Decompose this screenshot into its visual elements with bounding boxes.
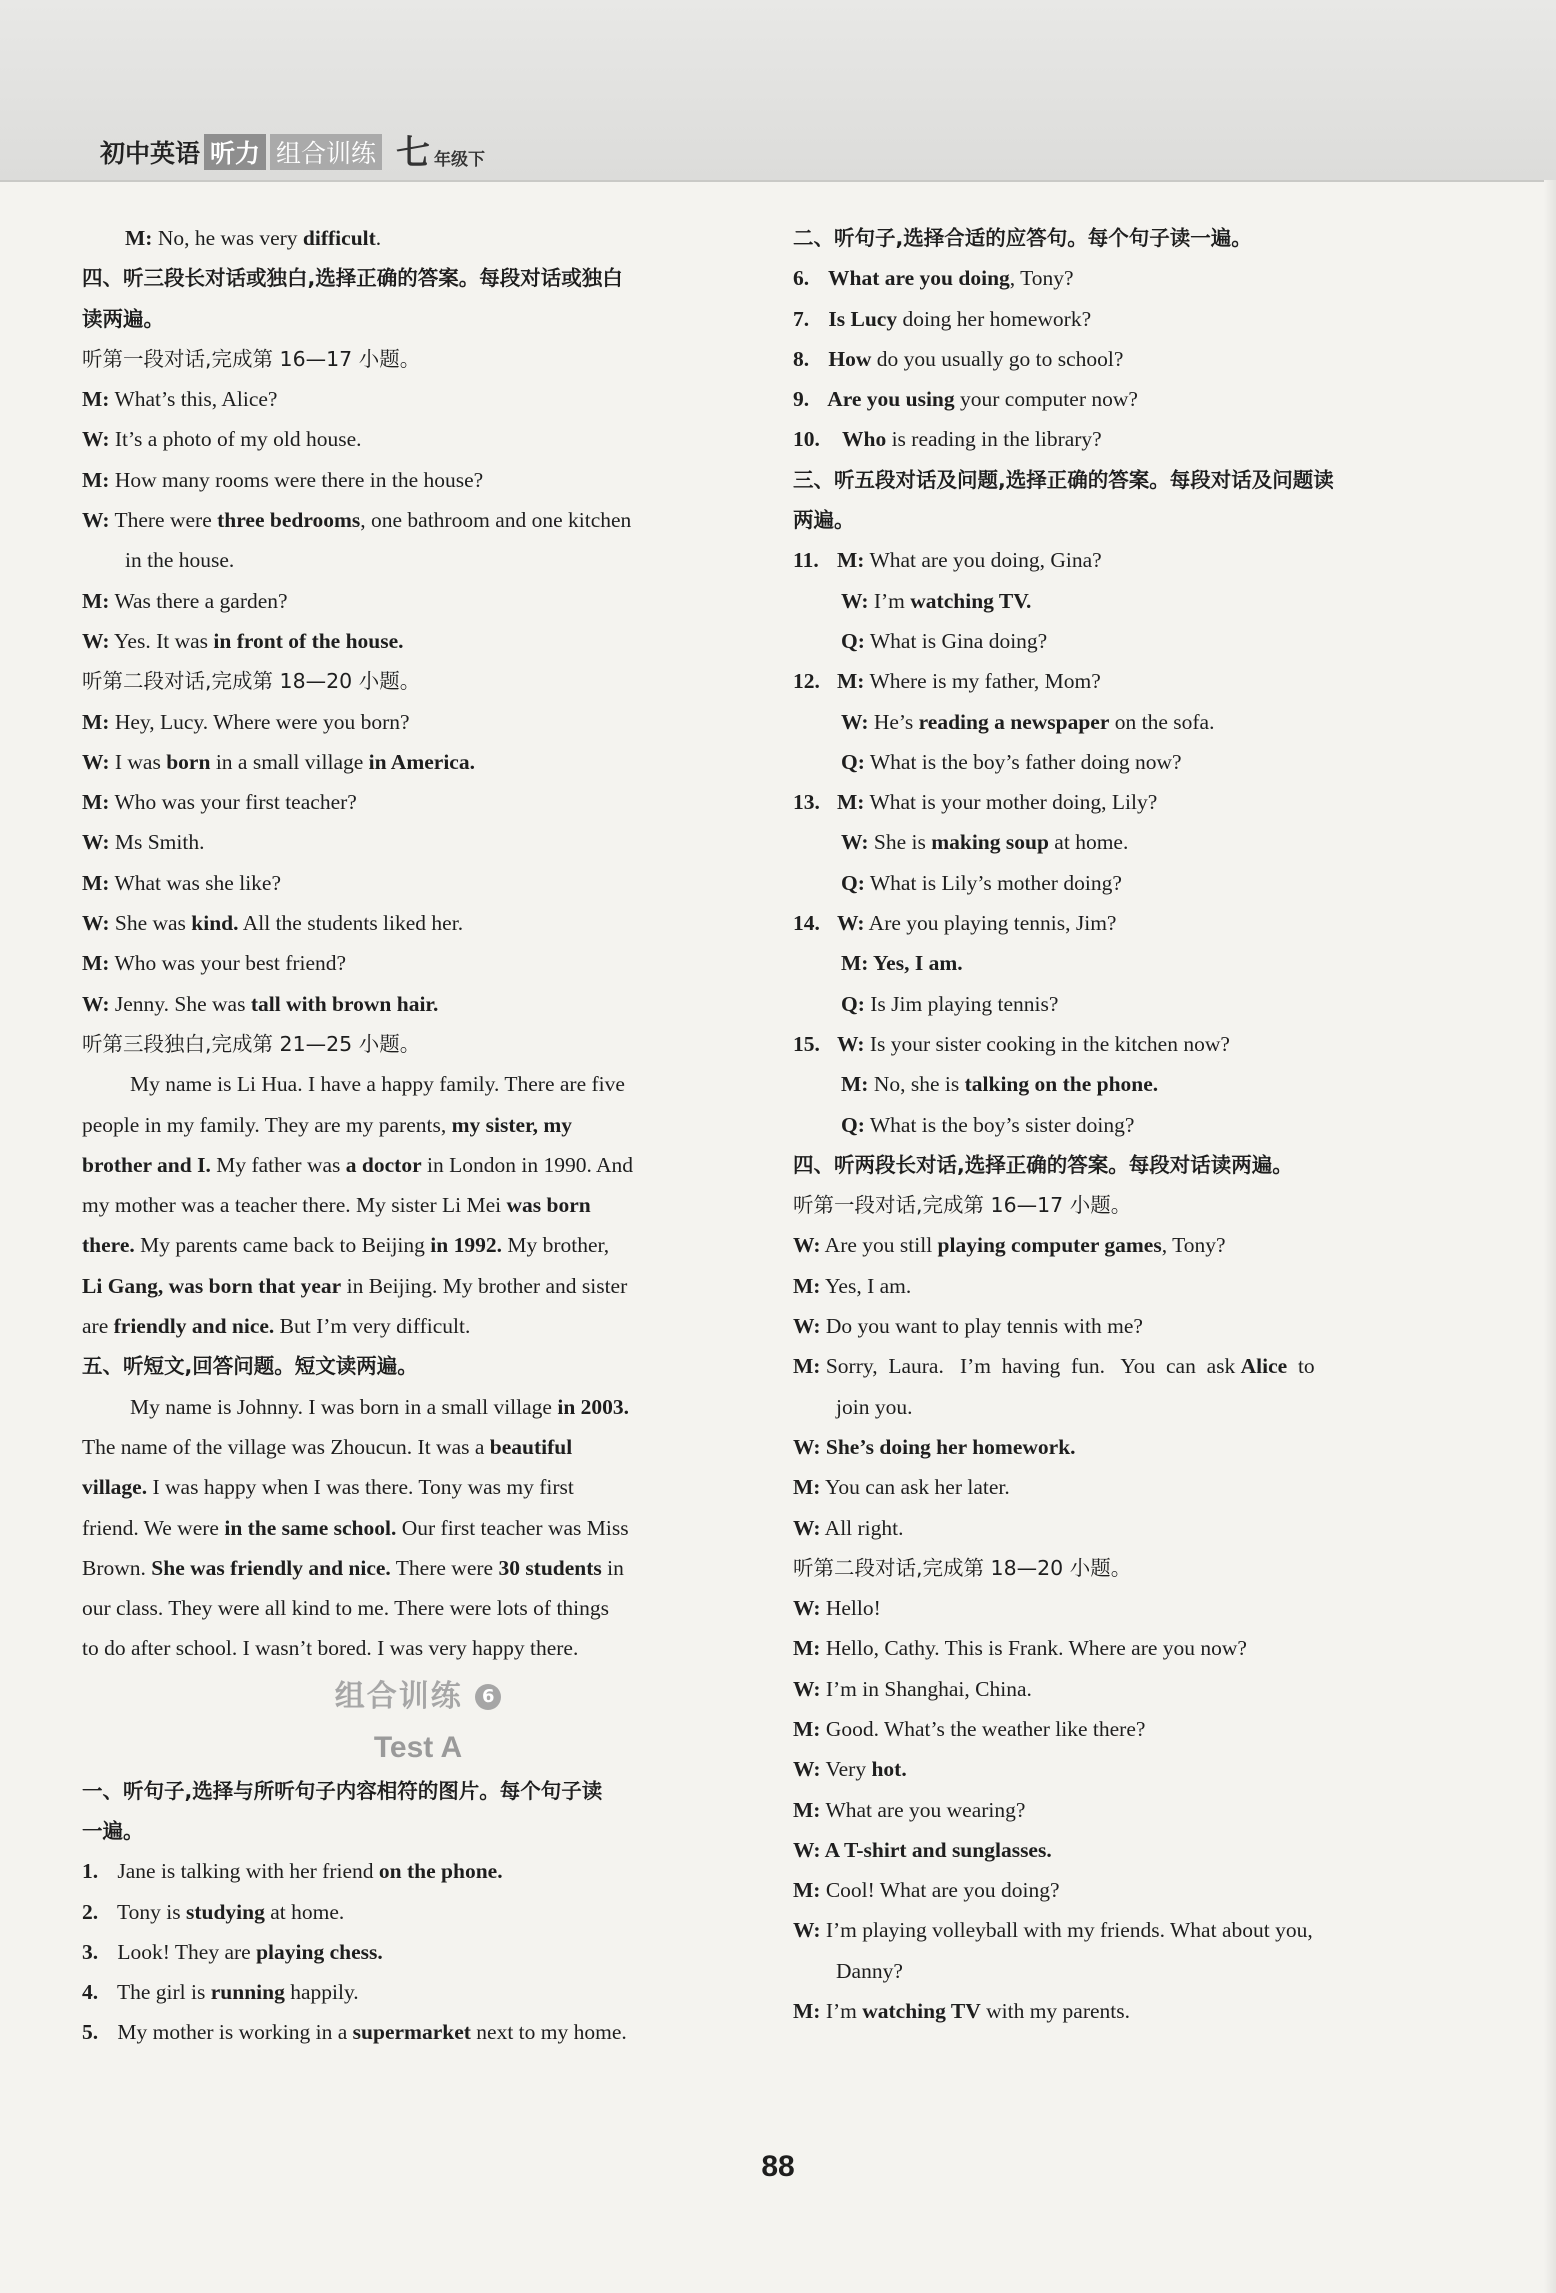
dialogue-line: M: Cool! What are you doing? — [793, 1878, 1060, 1903]
dialogue-line: M: Was there a garden? — [82, 588, 288, 613]
dialogue-line: M: No, she is talking on the phone. — [841, 1072, 1159, 1097]
instruction-line: 听第二段对话,完成第 18—20 小题。 — [82, 669, 421, 694]
dialogue-line: W: I’m in Shanghai, China. — [793, 1676, 1032, 1701]
listening-tag: 听力 — [204, 134, 266, 170]
passage-line: are friendly and nice. But I’m very difficult. — [82, 1314, 471, 1339]
passage-line: to do after school. I wasn’t bored. I was very happy there. — [82, 1636, 579, 1661]
page-header — [0, 0, 1556, 182]
dialogue-line: M: Hey, Lucy. Where were you born? — [82, 709, 410, 734]
passage-line: My name is Li Hua. I have a happy family. There are five — [130, 1072, 625, 1097]
grade-label: 七 — [396, 133, 431, 173]
dialogue-line: W: Very hot. — [793, 1757, 907, 1782]
dialogue-line: W: Ms Smith. — [82, 830, 205, 855]
question-item: 13. M: What is your mother doing, Lily? — [793, 790, 1158, 815]
question-item: 9. Are you using your computer now? — [793, 387, 1138, 412]
instruction-line: 听第一段对话,完成第 16—17 小题。 — [793, 1193, 1132, 1218]
dialogue-line: M: What was she like? — [82, 870, 282, 895]
right-column — [793, 218, 1473, 2031]
dialogue-line: W: Jenny. She was tall with brown hair. — [82, 991, 439, 1016]
passage-line: The name of the village was Zhoucun. It was a beautiful — [82, 1434, 573, 1459]
text-line: M: No, he was very difficult. — [125, 226, 382, 250]
dialogue-line: W: She was kind. All the students liked her. — [82, 911, 464, 936]
dialogue-line: W: Do you want to play tennis with me? — [793, 1314, 1143, 1339]
training-tag: 组合训练 — [270, 134, 382, 170]
dialogue-line-cont: Danny? — [836, 1958, 903, 1983]
question-item: 2. Tony is studying at home. — [82, 1899, 345, 1924]
dialogue-line: M: Good. What’s the weather like there? — [793, 1716, 1146, 1741]
dialogue-line: M: Hello, Cathy. This is Frank. Where are you now? — [793, 1636, 1247, 1661]
dialogue-line: W: There were three bedrooms, one bathroom and one kitchen — [82, 508, 632, 533]
question-item: 7. Is Lucy doing her homework? — [793, 306, 1092, 331]
section-heading-2: 二、听句子,选择合适的应答句。每个句子读一遍。 — [793, 226, 1252, 250]
question-line: Q: What is the boy’s sister doing? — [841, 1112, 1135, 1137]
page-edge-shadow — [1544, 180, 1556, 2293]
dialogue-line: M: How many rooms were there in the house? — [82, 467, 484, 492]
unit-heading — [82, 1669, 754, 1725]
instruction-line: 听第三段独白,完成第 21—25 小题。 — [82, 1031, 421, 1056]
section-heading-1: 一、听句子,选择与所听句子内容相符的图片。每个句子读 — [82, 1778, 603, 1803]
question-line: Q: Is Jim playing tennis? — [841, 991, 1059, 1016]
passage-line: my mother was a teacher there. My sister Li Mei was born — [82, 1193, 591, 1218]
left-column — [82, 218, 754, 2053]
question-line: Q: What is Lily’s mother doing? — [841, 870, 1122, 895]
grade-sub-label: 年级下 — [434, 150, 486, 170]
dialogue-line: W: A T-shirt and sunglasses. — [793, 1837, 1052, 1862]
section-heading-4: 四、听三段长对话或独白,选择正确的答案。每段对话或独白 — [82, 266, 623, 291]
page-number: 88 — [761, 2150, 795, 2183]
dialogue-line: M: Who was your first teacher? — [82, 790, 357, 815]
passage-line: friend. We were in the same school. Our first teacher was Miss — [82, 1515, 629, 1540]
dialogue-line: W: I’m playing volleyball with my friends. What about you, — [793, 1918, 1313, 1943]
question-item: 6. What are you doing, Tony? — [793, 266, 1074, 291]
passage-line: there. My parents came back to Beijing in 1992. My brother, — [82, 1233, 610, 1258]
question-item: 3. Look! They are playing chess. — [82, 1939, 383, 1964]
dialogue-line: W: She is making soup at home. — [841, 830, 1129, 855]
passage-line: our class. They were all kind to me. There were lots of things — [82, 1596, 610, 1621]
question-item: 1. Jane is talking with her friend on the phone. — [82, 1859, 503, 1884]
passage-line: Brown. She was friendly and nice. There were 30 students in — [82, 1555, 624, 1580]
question-item: 10. Who is reading in the library? — [793, 427, 1102, 452]
dialogue-line: M: Who was your best friend? — [82, 951, 347, 976]
unit-number-badge: 6 — [475, 1684, 501, 1710]
dialogue-line: M: Yes, I am. — [841, 951, 963, 976]
question-item: 12. M: Where is my father, Mom? — [793, 669, 1101, 694]
section-heading-1-cont: 一遍。 — [82, 1818, 144, 1843]
dialogue-line: M: What are you wearing? — [793, 1797, 1026, 1822]
dialogue-line: W: I was born in a small village in America. — [82, 749, 475, 774]
passage-line: Li Gang, was born that year in Beijing. My brother and sister — [82, 1273, 628, 1298]
question-line: Q: What is Gina doing? — [841, 628, 1048, 653]
test-heading: Test A — [373, 1730, 463, 1764]
dialogue-line: W: She’s doing her homework. — [793, 1434, 1076, 1459]
dialogue-line: W: He’s reading a newspaper on the sofa. — [841, 709, 1215, 734]
dialogue-line: M: What’s this, Alice? — [82, 387, 278, 412]
section-heading-3-cont: 两遍。 — [793, 508, 855, 533]
section-heading-5: 五、听短文,回答问题。短文读两遍。 — [82, 1354, 418, 1379]
dialogue-line: W: Yes. It was in front of the house. — [82, 628, 404, 653]
book-title — [100, 130, 486, 173]
dialogue-line: M: Sorry, Laura. I’m having fun. You can ask Alice to — [793, 1354, 1315, 1379]
passage-line: village. I was happy when I was there. Tony was my first — [82, 1475, 574, 1500]
section-heading-3: 三、听五段对话及问题,选择正确的答案。每段对话及问题读 — [793, 467, 1334, 492]
question-item: 14. W: Are you playing tennis, Jim? — [793, 911, 1117, 936]
question-item: 5. My mother is working in a supermarket next to my home. — [82, 2020, 627, 2045]
dialogue-line: W: Are you still playing computer games, Tony? — [793, 1233, 1226, 1258]
dialogue-line: W: Hello! — [793, 1596, 881, 1621]
dialogue-line-cont: join you. — [836, 1394, 913, 1419]
dialogue-line-cont: in the house. — [125, 548, 235, 573]
subject-label: 初中英语 — [100, 139, 201, 168]
question-line: Q: What is the boy’s father doing now? — [841, 749, 1182, 774]
dialogue-line: W: All right. — [793, 1515, 904, 1540]
question-item: 4. The girl is running happily. — [82, 1980, 359, 2005]
section-heading-4: 四、听两段长对话,选择正确的答案。每段对话读两遍。 — [793, 1152, 1293, 1177]
section-heading-4-cont: 读两遍。 — [82, 306, 164, 331]
question-item: 8. How do you usually go to school? — [793, 346, 1124, 371]
dialogue-line: M: Yes, I am. — [793, 1273, 912, 1298]
dialogue-line: M: You can ask her later. — [793, 1475, 1010, 1500]
question-item: 11. M: What are you doing, Gina? — [793, 548, 1102, 573]
passage-line: people in my family. They are my parents, my sister, my — [82, 1112, 573, 1137]
dialogue-line: W: It’s a photo of my old house. — [82, 427, 362, 452]
dialogue-line: W: I’m watching TV. — [841, 588, 1032, 613]
passage-line: My name is Johnny. I was born in a small village in 2003. — [130, 1394, 630, 1419]
passage-line: brother and I. My father was a doctor in London in 1990. And — [82, 1152, 634, 1177]
dialogue-line: M: I’m watching TV with my parents. — [793, 1999, 1131, 2024]
unit-title: 组合训练 — [334, 1678, 463, 1714]
instruction-line: 听第二段对话,完成第 18—20 小题。 — [793, 1555, 1132, 1580]
instruction-line: 听第一段对话,完成第 16—17 小题。 — [82, 346, 421, 371]
question-item: 15. W: Is your sister cooking in the kitchen now? — [793, 1031, 1230, 1056]
